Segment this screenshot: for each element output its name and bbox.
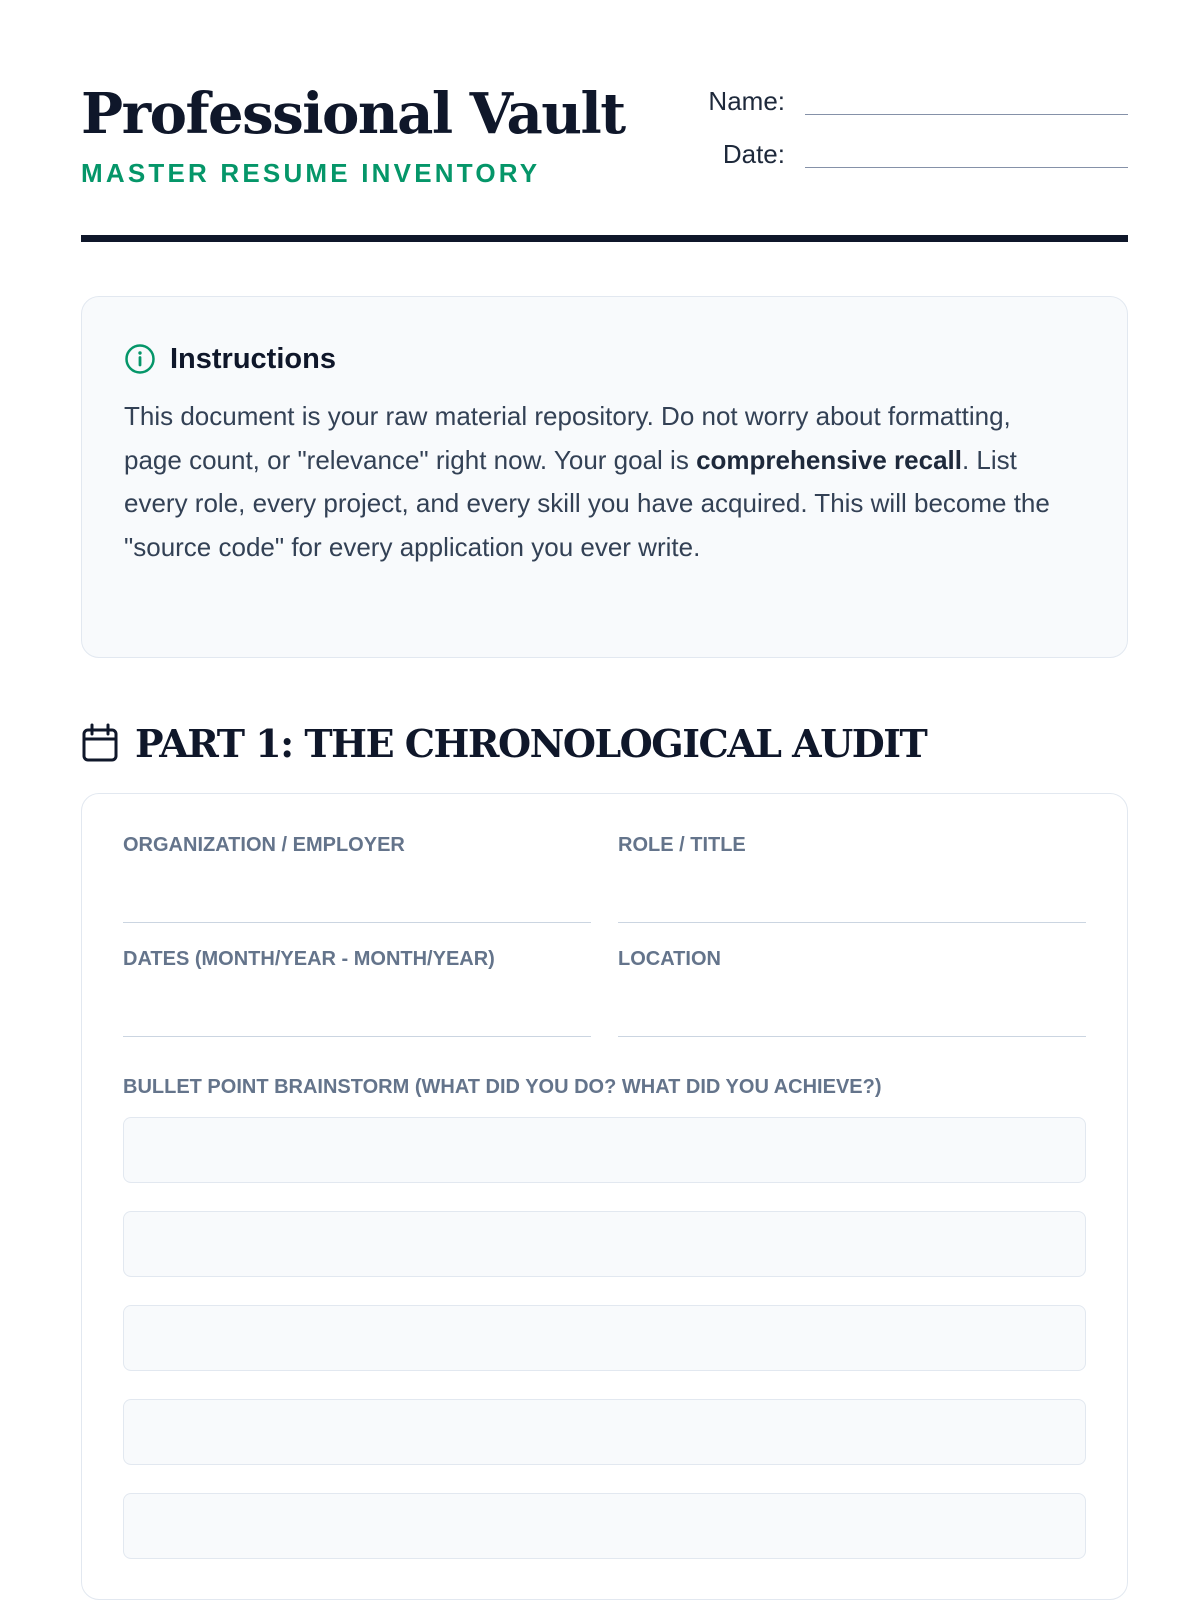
role-input[interactable] (618, 922, 1086, 923)
worksheet-page (81, 0, 1128, 1600)
field-label: ROLE / TITLE (618, 834, 746, 856)
name-row (698, 86, 1128, 126)
section-title: PART 1: THE CHRONOLOGICAL AUDIT (135, 720, 927, 766)
section-heading (81, 718, 926, 768)
instructions-emphasis: comprehensive recall (696, 444, 962, 475)
instructions-header (124, 341, 336, 377)
bullet-input[interactable] (123, 1305, 1086, 1371)
name-label: Name: (708, 86, 785, 116)
calendar-icon (81, 723, 119, 763)
page-title: Professional Vault (81, 81, 625, 147)
name-field[interactable] (805, 114, 1128, 115)
role-field (618, 834, 1086, 924)
instructions-panel (81, 296, 1128, 658)
organization-field (123, 834, 591, 924)
bullet-input[interactable] (123, 1493, 1086, 1559)
info-icon (124, 343, 156, 375)
bullet-input[interactable] (123, 1399, 1086, 1465)
field-label: ORGANIZATION / EMPLOYER (123, 834, 405, 856)
dates-field (123, 948, 591, 1038)
location-input[interactable] (618, 1036, 1086, 1037)
field-label: DATES (MONTH/YEAR - MONTH/YEAR) (123, 948, 495, 970)
entry-card (81, 793, 1128, 1600)
header (81, 80, 1128, 243)
page-subtitle: MASTER RESUME INVENTORY (81, 158, 541, 188)
bullet-input[interactable] (123, 1117, 1086, 1183)
date-label: Date: (722, 139, 785, 169)
field-label: LOCATION (618, 948, 721, 970)
instructions-title: Instructions (170, 342, 336, 375)
date-row (698, 139, 1128, 179)
date-field[interactable] (805, 167, 1128, 168)
instructions-text-start: This document is your raw material repository. Do not worry about formatting, page count, or "relevance" right now. Your goal is (124, 401, 1011, 475)
bullet-input[interactable] (123, 1211, 1086, 1277)
header-divider (81, 235, 1128, 242)
dates-input[interactable] (123, 1036, 591, 1037)
instructions-text (124, 395, 1064, 569)
instructions-text-end: . List every role, every project, and every skill you have acquired. This will become the "source code" for every application you ever write. (124, 444, 1050, 562)
location-field (618, 948, 1086, 1038)
bullet-brainstorm-label: BULLET POINT BRAINSTORM (WHAT DID YOU DO? WHAT DID YOU ACHIEVE?) (123, 1076, 882, 1098)
organization-input[interactable] (123, 922, 591, 923)
